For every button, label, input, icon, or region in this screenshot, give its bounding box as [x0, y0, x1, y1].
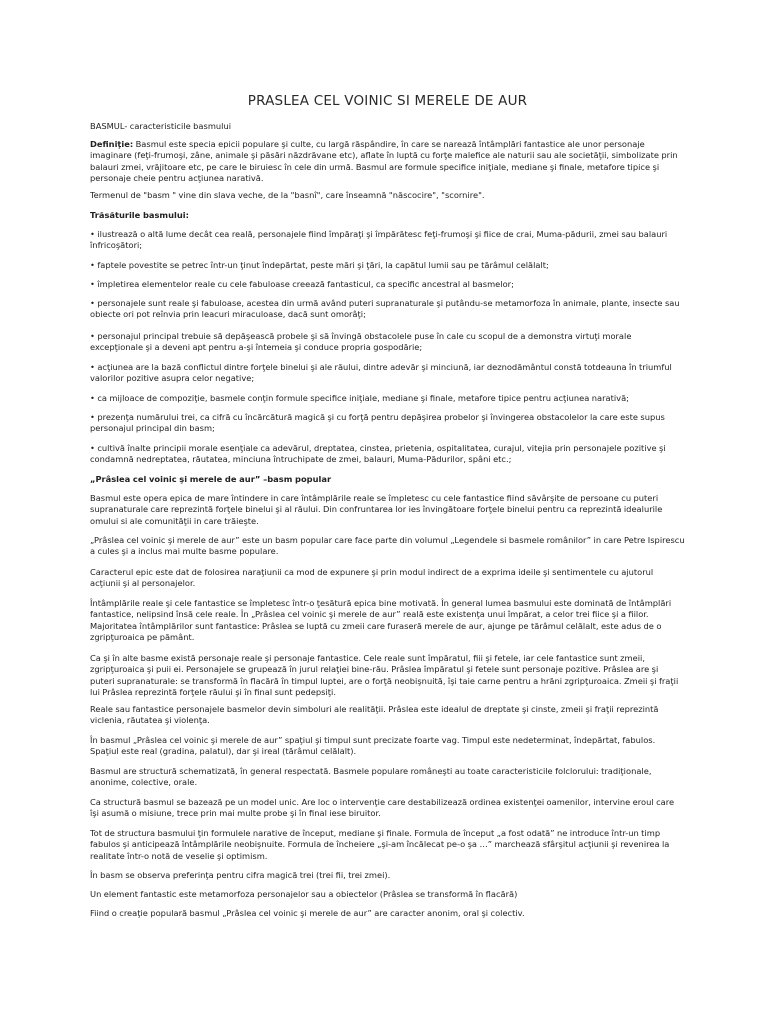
feature-item: • acţiunea are la bază conflictul dintre forţele binelui şi ale răului, dintre adevăr şi minciună, iar deznodământul constă totdeauna în triumful valorilor pozitive asupra celor negative;	[90, 362, 672, 384]
feature-item: • cultivă înalte principii morale esenţiale ca adevărul, dreptatea, cinstea, prietenia, ospitalitatea, curajul, vitejia prin personajele pozitive şi condamnă nedreptatea, răutatea, minciuna întruchipate de zmei, balauri, Muma-Pădurilor, spâni etc.;	[90, 443, 666, 465]
body-paragraph: Tot de structura basmului ţin formulele narative de început, mediane şi finale. Formula de început „a fost odată” ne introduce într-un timp fabulos şi anticipează întâmplările neobişnuite. Formula de încheiere „şi-am încălecat pe-o şa …” marchează sfârşitul acţiunii şi revenirea la realitate într-o notă de veselie şi optimism.	[90, 828, 670, 861]
praslea-heading: „Prâslea cel voinic şi merele de aur” –basm popular	[90, 474, 332, 484]
body-paragraph: Un element fantastic este metamorfoza personajelor sau a obiectelor (Prâslea se transformă în flacără)	[90, 889, 518, 899]
feature-item: • faptele povestite se petrec într-un ţinut îndepărtat, peste mări şi ţări, la capătul lumii sau pe tărâmul celălalt;	[90, 260, 549, 270]
body-paragraph: „Prâslea cel voinic şi merele de aur” este un basm popular care face parte din volumul „Legendele si basmele românilor” in care Petre Ispirescu a cules şi a inclus mai multe basme populare.	[90, 535, 685, 557]
body-paragraph: În basm se observa preferinţa pentru cifra magică trei (trei fii, trei zmei).	[90, 870, 391, 880]
feature-item: • prezenţa numărului trei, ca cifră cu încărcătură magică şi cu forţă pentru depăşirea probelor şi învingerea obstacolelor la care este supus personajul principal din basm;	[90, 412, 665, 434]
definition-label: Definiţie:	[90, 139, 134, 149]
body-paragraph: Întâmplările reale şi cele fantastice se împletesc într-o ţesătură epica bine motivată. În general lumea basmului este dominată de întâmplări fantastice, nelipsind însă cele reale. În „Prâslea cel voinic şi merele de aur” reală este existenţa unui împărat, a celor trei fiice şi a fiilor. Majoritatea întâmplărilor sunt fantastice: Prâslea se luptă cu zmeii care furaseră merele de aur, ajunge pe tărâmul celălalt, este adus de o zgripţuroaica pe pământ.	[90, 598, 672, 642]
feature-item: • personajele sunt reale şi fabuloase, acestea din urmă având puteri supranaturale şi putându-se metamorfoza în animale, plante, insecte sau obiecte ori pot reînvia prin leacuri miraculoase, dacă sunt omorâţi;	[90, 298, 680, 320]
feature-item: • împletirea elementelor reale cu cele fabuloase creează fantasticul, ca specific ancestral al basmelor;	[90, 279, 514, 289]
subtitle: BASMUL- caracteristicile basmului	[90, 121, 232, 131]
body-paragraph: Basmul are structură schematizată, în general respectată. Basmele populare româneşti au toate caracteristicile folclorului: tradiţionale, anonime, colective, orale.	[90, 766, 652, 788]
feature-item: • ilustrează o altă lume decât cea reală, personajele fiind împăraţi şi împărătesc feţi-frumoşi şi fiice de crai, Muma-pădurii, zmei sau balauri înfricoşători;	[90, 229, 668, 251]
body-paragraph: Fiind o creaţie populară basmul „Prâslea cel voinic şi merele de aur” are caracter anonim, oral şi colectiv.	[90, 908, 525, 918]
definition-text: Basmul este specia epicii populare şi culte, cu largă răspândire, în care se narează întâmplări fantastice ale unor personaje imaginare (feţi-frumoşi, zâne, animale şi păsări năzdrăvane etc), aflate în luptă cu forţe malefice ale naturii sau ale societăţii, simbolizate prin balauri zmei, vrăjitoare etc, pe care le biruiesc în cele din urmă. Basmul are formule specifice iniţiale, mediane şi finale, metafore tipice şi personaje cheie pentru acţiunea narativă.	[90, 139, 678, 183]
body-paragraph: Ca şi în alte basme există personaje reale şi personaje fantastice. Cele reale sunt împăratul, fiii şi fetele, iar cele fantastice sunt zmeii, zgripţuroaica şi puii ei. Personajele se grupează în jurul relaţiei bine-rău. Prâslea împăratul şi fetele sunt personaje pozitive. Prâslea are şi puteri supranaturale: se transformă în flacără în timpul luptei, are o forţă neobişnuită, îşi taie carne pentru a hrăni zgripţuroaica. Zmeii şi fraţii lui Prâslea reprezintă forţele răului şi în final sunt pedepsiţi.	[90, 653, 679, 697]
document-page	[90, 0, 685, 1024]
features-heading: Trăsăturile basmului:	[90, 210, 189, 220]
body-paragraph: Ca structură basmul se bazează pe un model unic. Are loc o intervenţie care destabilizează ordinea existenţei oamenilor, intervine eroul care îşi asumă o misiune, trece prin mai multe probe şi în final iese biruitor.	[90, 797, 675, 819]
body-paragraph: Basmul este opera epica de mare întindere in care întâmplările reale se împletesc cu cele fantastice fiind săvârşite de persoane cu puteri supranaturale care reprezintă forţele binelui şi al răului. Din confruntarea lor ies învingătoare forţele binelui pentru ca reprezintă idealurile omului si ale comunităţii in care trăieşte.	[90, 493, 663, 526]
body-paragraph: În basmul „Prâslea cel voinic şi merele de aur” spaţiul şi timpul sunt precizate foarte vag. Timpul este nedeterminat, îndepărtat, fabulos. Spaţiul este real (gradina, palatul), dar şi ireal (tărâmul celălalt).	[90, 735, 656, 757]
feature-item: • ca mijloace de compoziţie, basmele conţin formule specifice iniţiale, mediane şi finale, metafore tipice pentru acţiunea narativă;	[90, 393, 629, 403]
feature-item: • personajul principal trebuie să depăşească probele şi să învingă obstacolele puse în cale cu scopul de a demonstra virtuţi morale excepţionale şi a deveni apt pentru a-şi întemeia şi conduce propria gospodărie;	[90, 331, 632, 353]
page-title: PRASLEA CEL VOINIC SI MERELE DE AUR	[247, 93, 528, 109]
term-paragraph: Termenul de "basm " vine din slava veche, de la "basnî", care înseamnă "născocire", "scornire".	[90, 190, 485, 200]
body-paragraph: Reale sau fantastice personajele basmelor devin simboluri ale realităţii. Prâslea este idealul de dreptate şi cinste, zmeii şi fraţii reprezintă viclenia, răutatea şi violenţa.	[90, 704, 659, 726]
definition-paragraph	[90, 139, 685, 184]
body-paragraph: Caracterul epic este dat de folosirea naraţiunii ca mod de expunere şi prin modul indirect de a exprima ideile şi sentimentele cu ajutorul acţiunii şi al personajelor.	[90, 567, 654, 589]
